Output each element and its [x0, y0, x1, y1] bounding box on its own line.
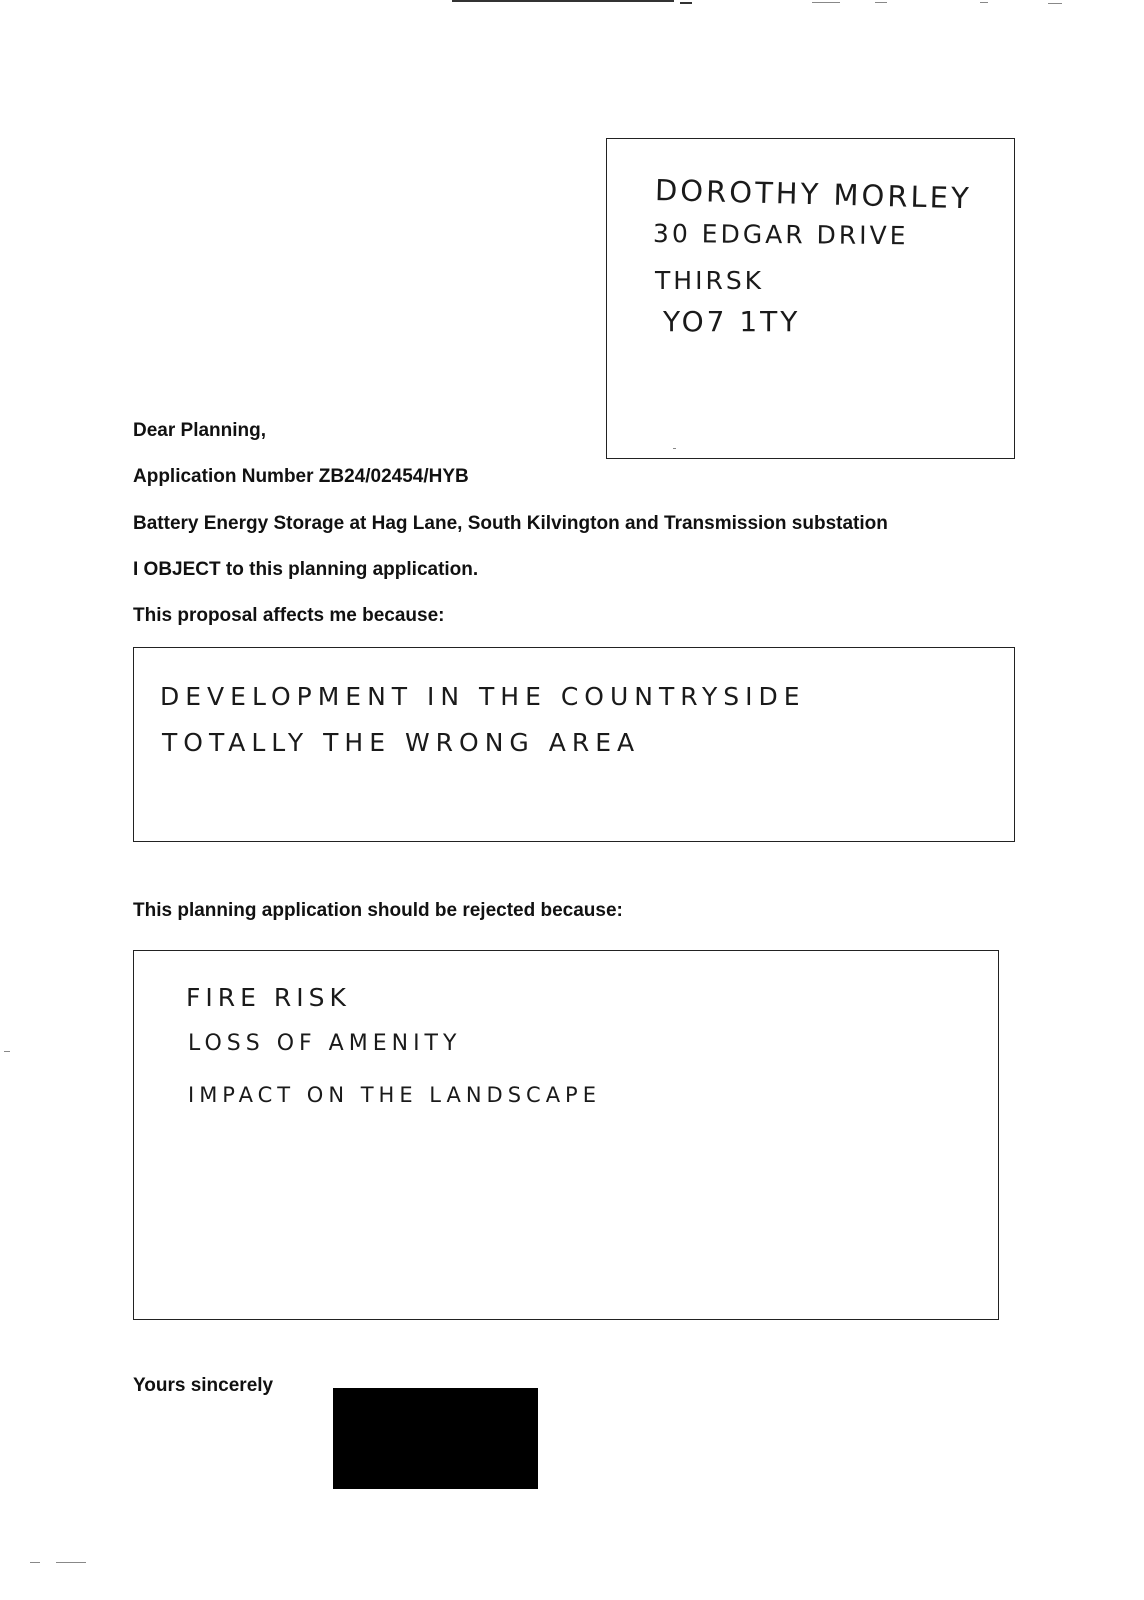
rejection-reason: LOSS OF AMENITY — [188, 1031, 462, 1056]
address-postcode: YO7 1TY — [663, 305, 801, 338]
scan-speck — [56, 1562, 86, 1563]
scan-speck — [673, 448, 676, 449]
redacted-signature — [333, 1388, 538, 1489]
scan-artifact-dash — [812, 2, 840, 3]
address-town: THIRSK — [655, 266, 765, 295]
affects-reason: TOTALLY THE WRONG AREA — [162, 728, 641, 757]
scan-artifact-dash — [680, 2, 692, 4]
address-name: DOROTHY MORLEY — [654, 173, 973, 216]
scan-speck — [30, 1562, 40, 1563]
salutation: Dear Planning, — [133, 420, 267, 441]
affects-reason: DEVELOPMENT IN THE COUNTRYSIDE — [160, 682, 806, 711]
scan-artifact-line — [452, 0, 674, 2]
address-street: 30 EDGAR DRIVE — [652, 219, 909, 251]
project-description: Battery Energy Storage at Hag Lane, South Kilvington and Transmission substation — [133, 513, 888, 534]
application-number: Application Number ZB24/02454/HYB — [133, 466, 469, 487]
address-box — [606, 138, 1015, 459]
objection-statement: I OBJECT to this planning application. — [133, 559, 479, 580]
rejection-reason: IMPACT ON THE LANDSCAPE — [188, 1083, 601, 1107]
rejected-label: This planning application should be rejected because: — [133, 900, 623, 921]
rejection-reason: FIRE RISK — [186, 983, 351, 1012]
affects-box — [133, 647, 1015, 842]
rejection-box — [133, 950, 999, 1320]
affects-label: This proposal affects me because: — [133, 605, 445, 626]
scan-artifact-dash — [875, 2, 887, 3]
scan-speck — [4, 1051, 10, 1052]
scan-artifact-dash — [1048, 3, 1062, 4]
scan-artifact-dash — [980, 2, 988, 3]
closing: Yours sincerely — [133, 1375, 274, 1396]
